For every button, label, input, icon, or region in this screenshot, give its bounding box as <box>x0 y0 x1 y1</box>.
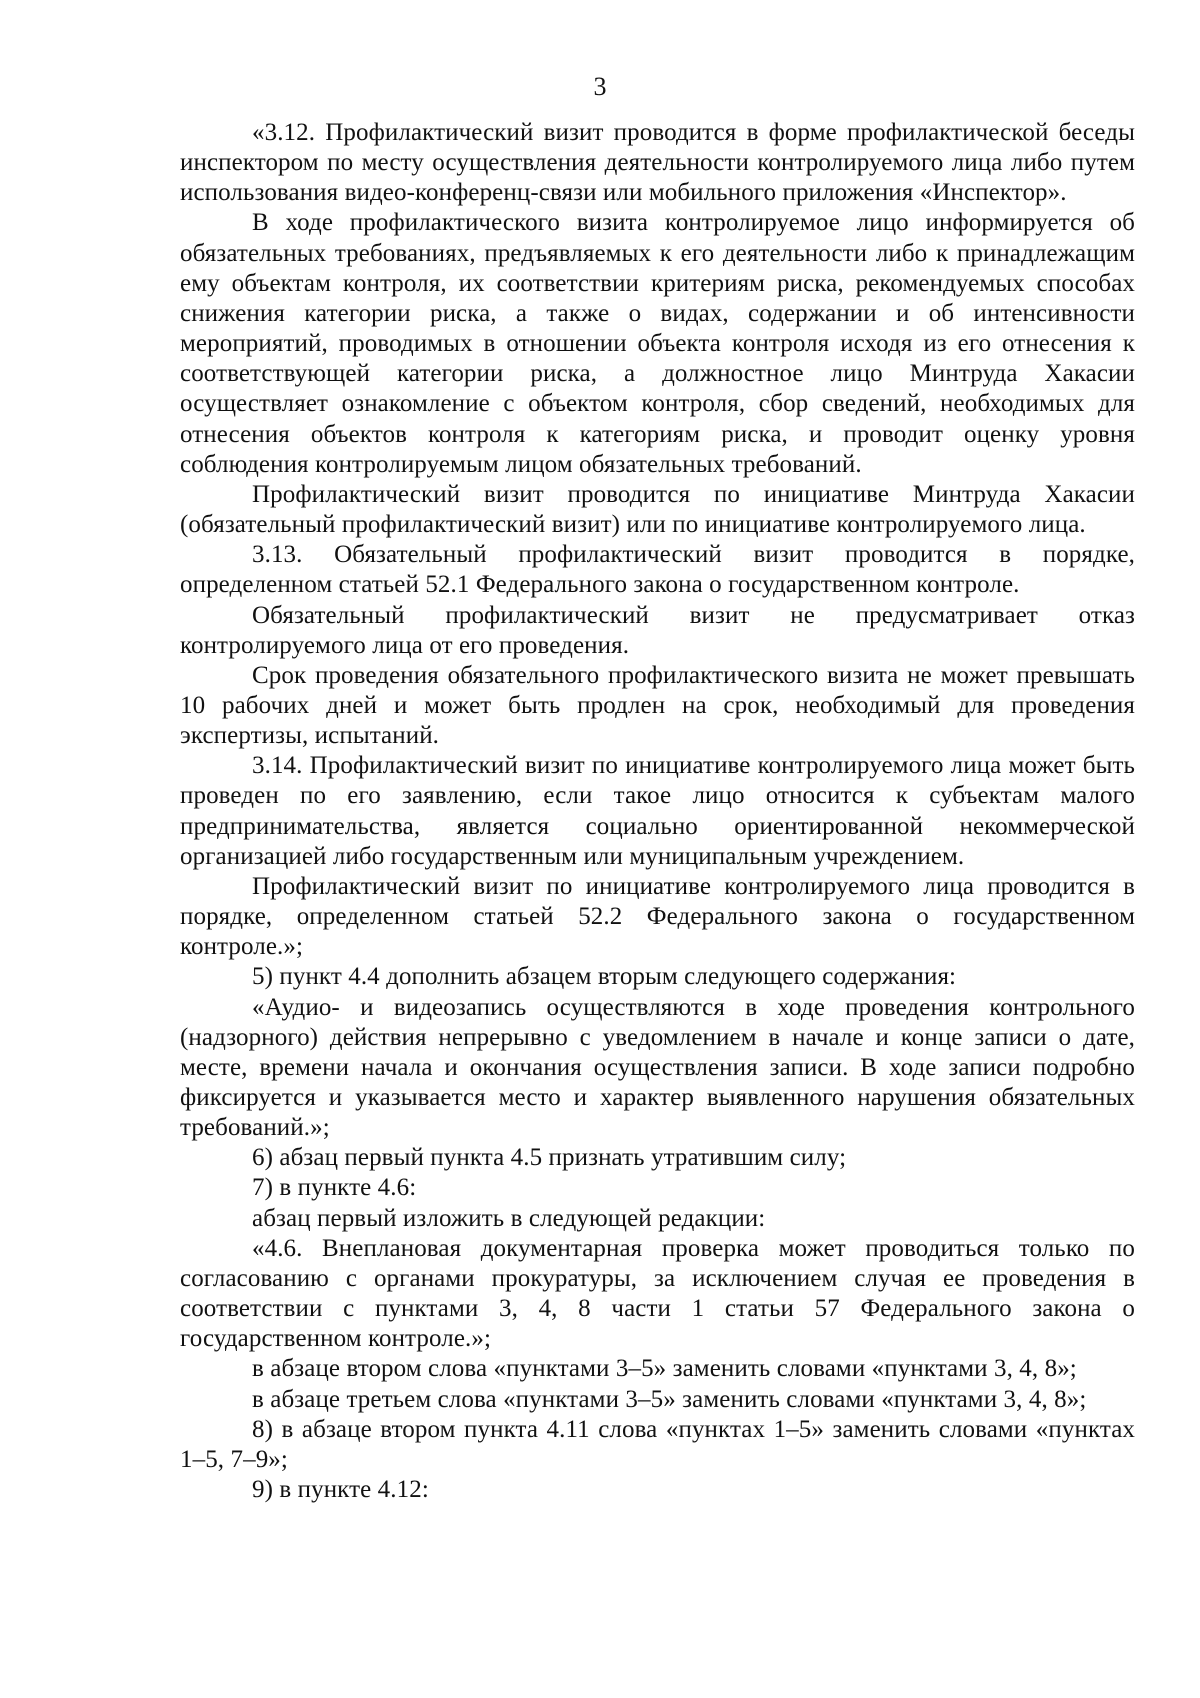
paragraph-second-abzac: в абзаце втором слова «пунктами 3–5» заменить словами «пунктами 3, 4, 8»; <box>252 1355 1077 1383</box>
paragraph-3-12-intro: «3.12. Профилактический визит проводится в форме профилактической беседы инспектором по месту осуществления деятельности контролируемого лица либо путем использования видео-конференц-связи или мобильного приложения «Инспектор». <box>180 119 1135 207</box>
paragraph-audio-video: «Аудио- и видеозапись осуществляются в ходе проведения контрольного (надзорного) действия непрерывно с уведомлением в начале и конце записи о дате, месте, времени начала и окончания осуществления записи. В ходе записи подробно фиксируется и указывается место и характер выявленного нарушения обязательных требований.»; <box>180 993 1135 1142</box>
paragraph-visit-initiative: Профилактический визит проводится по инициативе Минтруда Хакасии (обязательный профилактический визит) или по инициативе контролируемого лица. <box>180 480 1135 539</box>
document-body <box>180 118 1135 1505</box>
paragraph-3-13: 3.13. Обязательный профилактический визит проводится в порядке, определенном статьей 52.1 Федерального закона о государственном контроле. <box>180 541 1135 599</box>
paragraph-third-abzac: в абзаце третьем слова «пунктами 3–5» заменить словами «пунктами 3, 4, 8»; <box>252 1385 1087 1413</box>
paragraph-item-8: 8) в абзаце втором пункта 4.11 слова «пунктах 1–5» заменить словами «пунктах 1–5, 7–9»; <box>180 1415 1135 1473</box>
paragraph-item-9: 9) в пункте 4.12: <box>252 1476 429 1504</box>
paragraph-3-14: 3.14. Профилактический визит по инициативе контролируемого лица может быть проведен по его заявлению, если такое лицо относится к субъектам малого предпринимательства, является социально ориентированной некоммерческой организацией либо государственным или муниципальным учреждением. <box>180 752 1135 870</box>
paragraph-item-7: 7) в пункте 4.6: <box>252 1174 417 1202</box>
page-number: 3 <box>593 72 607 101</box>
paragraph-item-5: 5) пункт 4.4 дополнить абзацем вторым следующего содержания: <box>252 963 957 991</box>
paragraph-visit-order: Профилактический визит по инициативе контролируемого лица проводится в порядке, определенном статьей 52.2 Федерального закона о государственном контроле.»; <box>180 872 1135 961</box>
paragraph-first-abzac: абзац первый изложить в следующей редакции: <box>252 1204 766 1232</box>
paragraph-visit-content: В ходе профилактического визита контролируемое лицо информируется об обязательных требованиях, предъявляемых к его деятельности либо к принадлежащим ему объектам контроля, их соответствии критериям риска, рекомендуемых способах снижения категории риска, а также о видах, содержании и об интенсивности мероприятий, проводимых в отношении объекта контроля исходя из его отнесения к соответствующей категории риска, а должностное лицо Минтруда Хакасии осуществляет ознакомление с объектом контроля, сбор сведений, необходимых для отнесения объектов контроля к категориям риска, и проводит оценку уровня соблюдения контролируемым лицом обязательных требований. <box>180 209 1135 478</box>
paragraph-4-6: «4.6. Внеплановая документарная проверка может проводиться только по согласованию с органами прокуратуры, за исключением случая ее проведения в соответствии с пунктами 3, 4, 8 части 1 статьи 57 Федерального закона о государственном контроле.»; <box>180 1234 1135 1353</box>
paragraph-no-refusal: Обязательный профилактический визит не предусматривает отказ контролируемого лица от его проведения. <box>180 601 1135 659</box>
paragraph-visit-term: Срок проведения обязательного профилактического визита не может превышать 10 рабочих дней и может быть продлен на срок, необходимый для проведения экспертизы, испытаний. <box>180 661 1135 750</box>
paragraph-item-6: 6) абзац первый пункта 4.5 признать утратившим силу; <box>252 1144 847 1172</box>
